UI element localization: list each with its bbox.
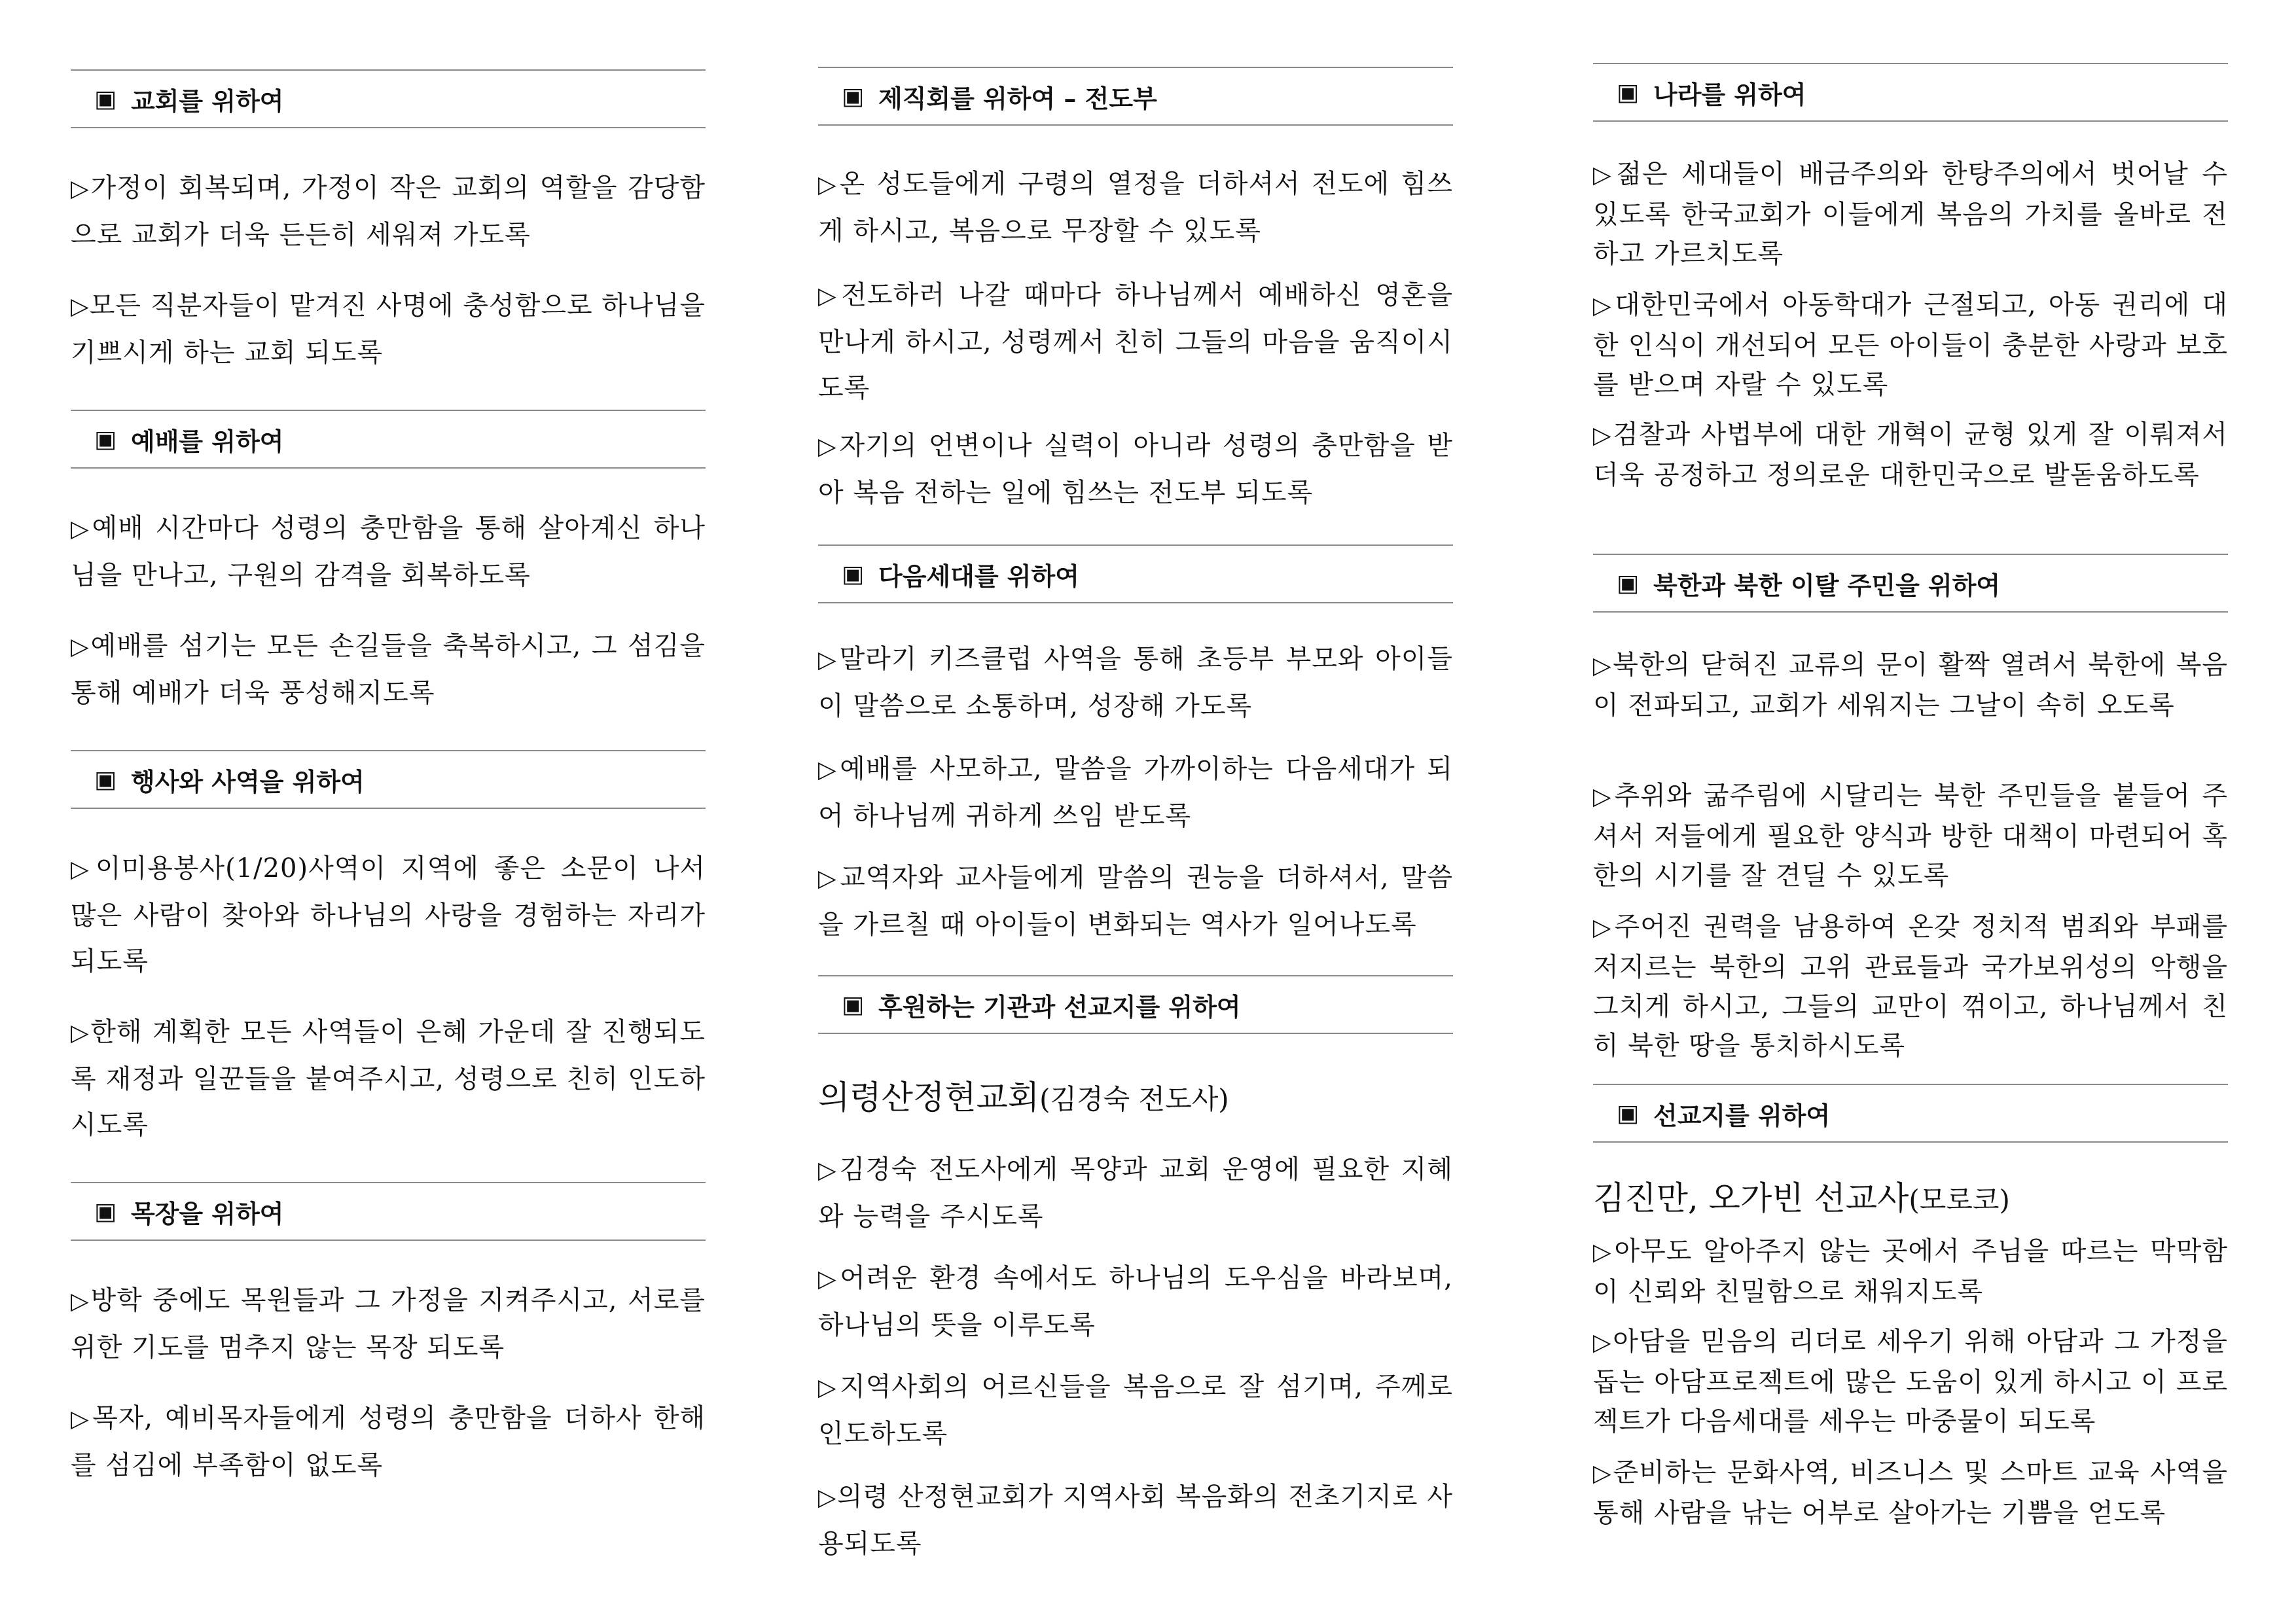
square-bullet-icon: ▣ [842,560,865,588]
prayer-item: ▷어려운 환경 속에서도 하나님의 도우심을 바라보며, 하나님의 뜻을 이루도록 [818,1263,1454,1340]
prayer-item: ▷대한민국에서 아동학대가 근절되고, 아동 권리에 대한 인식이 개선되어 모든 아이들이 충분한 사랑과 보호를 받으며 자랄 수 있도록 [1593,290,2229,400]
prayer-item: ▷북한의 닫혀진 교류의 문이 활짝 열려서 북한에 복음이 전파되고, 교회가 세워지는 그날이 속히 오도록 [1593,650,2228,721]
section-heading-mission-field: ▣ 선교지를 위하여 [1593,1084,2228,1143]
triangle-bullet-icon: ▷ [818,171,840,198]
prayer-item: ▷예배를 섬기는 모든 손길들을 축복하시고, 그 섬김을 통해 예배가 더욱 풍성해지도록 [71,631,706,708]
square-bullet-icon: ▣ [1617,79,1640,106]
section-heading-worship: ▣ 예배를 위하여 [71,410,706,469]
square-bullet-icon: ▣ [1617,569,1640,597]
triangle-bullet-icon: ▷ [71,1288,91,1315]
triangle-bullet-icon: ▷ [818,433,840,460]
prayer-item: ▷주어진 권력을 남용하여 온갖 정치적 범죄와 부패를 저지르는 북한의 고위 관료들과 국가보위성의 악행을 그치게 하시고, 그들의 교만이 꺾이고, 하나님께서 친히 북한 땅을 통치하시도록 [1593,912,2228,1061]
prayer-item: ▷김경숙 전도사에게 목양과 교회 운영에 필요한 지혜와 능력을 주시도록 [818,1154,1453,1232]
prayer-item: ▷추위와 굶주림에 시달리는 북한 주민들을 붙들어 주셔서 저들에게 필요한 양식과 방한 대책이 마련되어 혹한의 시기를 잘 견딜 수 있도록 [1593,781,2228,891]
prayer-item: ▷예배 시간마다 성령의 충만함을 통해 살아계신 하나님을 만나고, 구원의 감격을 회복하도록 [71,513,706,590]
square-bullet-icon: ▣ [842,82,865,110]
triangle-bullet-icon: ▷ [818,757,840,783]
prayer-item: ▷한해 계획한 모든 사역들이 은혜 가운데 잘 진행되도록 재정과 일꾼들을 붙여주시고, 성령으로 친히 인도하시도록 [71,1017,706,1140]
prayer-item: ▷준비하는 문화사역, 비즈니스 및 스마트 교육 사역을 통해 사람을 낚는 어부로 살아가는 기쁨을 얻도록 [1593,1457,2228,1528]
section-heading-north-korea: ▣ 북한과 북한 이탈 주민을 위하여 [1593,554,2228,613]
prayer-item: ▷전도하러 나갈 때마다 하나님께서 예배하신 영혼을 만나게 하시고, 성령께서 친히 그들의 마음을 움직이시도록 [818,280,1454,403]
triangle-bullet-icon: ▷ [818,1157,840,1184]
prayer-item: ▷가정이 회복되며, 가정이 작은 교회의 역할을 감당함으로 교회가 더욱 든든히 세워져 가도록 [71,173,706,250]
triangle-bullet-icon: ▷ [1593,783,1615,810]
triangle-bullet-icon: ▷ [71,293,90,320]
prayer-item: ▷검찰과 사법부에 대한 개혁이 균형 있게 잘 이뤄져서 더욱 공정하고 정의로운 대한민국으로 발돋움하도록 [1593,419,2228,490]
prayer-item: ▷모든 직분자들이 맡겨진 사명에 충성함으로 하나님을 기쁘시게 하는 교회 되도록 [71,291,706,368]
triangle-bullet-icon: ▷ [71,175,91,202]
church-name: 의령산정현교회(김경숙 전도사) [818,1079,1229,1116]
triangle-bullet-icon: ▷ [818,865,840,892]
triangle-bullet-icon: ▷ [1593,652,1613,679]
triangle-bullet-icon: ▷ [71,516,92,543]
prayer-item: ▷목자, 예비목자들에게 성령의 충만함을 더하사 한해를 섬김에 부족함이 없도록 [71,1403,706,1480]
section-heading-sponsored-missions: ▣ 후원하는 기관과 선교지를 위하여 [818,975,1453,1034]
prayer-item: ▷온 성도들에게 구령의 열정을 더하셔서 전도에 힘쓰게 하시고, 복음으로 무장할 수 있도록 [818,169,1453,246]
prayer-item: ▷교역자와 교사들에게 말씀의 권능을 더하셔서, 말씀을 가르칠 때 아이들이 변화되는 역사가 일어나도록 [818,863,1454,940]
prayer-item: ▷아무도 알아주지 않는 곳에서 주님을 따르는 막막함이 신뢰와 친밀함으로 채워지도록 [1593,1236,2228,1307]
prayer-item: ▷자기의 언변이나 실력이 아니라 성령의 충만함을 받아 복음 전하는 일에 힘쓰는 전도부 되도록 [818,431,1453,508]
prayer-item: ▷이미용봉사(1/20)사역이 지역에 좋은 소문이 나서 많은 사람이 찾아와 하나님의 사랑을 경험하는 자리가 되도록 [71,853,706,976]
triangle-bullet-icon: ▷ [818,647,840,673]
section-heading-next-generation: ▣ 다음세대를 위하여 [818,544,1453,603]
triangle-bullet-icon: ▷ [818,1266,840,1293]
triangle-bullet-icon: ▷ [818,1484,837,1511]
section-heading-small-groups: ▣ 목장을 위하여 [71,1182,706,1241]
triangle-bullet-icon: ▷ [1593,1329,1613,1356]
triangle-bullet-icon: ▷ [818,283,842,310]
square-bullet-icon: ▣ [94,766,117,793]
section-heading-evangelism: ▣ 제직회를 위하여 – 전도부 [818,67,1453,126]
prayer-item: ▷아담을 믿음의 리더로 세우기 위해 아담과 그 가정을 돕는 아담프로젝트에 많은 도움이 있게 하시고 이 프로젝트가 다음세대를 세우는 마중물이 되도록 [1593,1327,2228,1436]
triangle-bullet-icon: ▷ [1593,1460,1613,1487]
prayer-item: ▷예배를 사모하고, 말씀을 가까이하는 다음세대가 되어 하나님께 귀하게 쓰임 받도록 [818,754,1454,831]
prayer-item: ▷말라기 키즈클럽 사역을 통해 초등부 부모와 아이들이 말씀으로 소통하며, 성장해 가도록 [818,644,1453,721]
square-bullet-icon: ▣ [94,85,117,113]
triangle-bullet-icon: ▷ [71,1020,91,1046]
triangle-bullet-icon: ▷ [71,1406,93,1433]
prayer-item: ▷젊은 세대들이 배금주의와 한탕주의에서 벗어날 수 있도록 한국교회가 이들에게 복음의 가치를 올바로 전하고 가르치도록 [1593,159,2229,269]
prayer-item: ▷의령 산정현교회가 지역사회 복음화의 전초기지로 사용되도록 [818,1482,1453,1559]
prayer-item: ▷방학 중에도 목원들과 그 가정을 지켜주시고, 서로를 위한 기도를 멈추지 않는 목장 되도록 [71,1285,706,1363]
triangle-bullet-icon: ▷ [818,1374,840,1401]
triangle-bullet-icon: ▷ [1593,422,1613,449]
section-heading-events: ▣ 행사와 사역을 위하여 [71,750,706,809]
square-bullet-icon: ▣ [94,425,117,453]
section-heading-church: ▣ 교회를 위하여 [71,69,706,128]
prayer-item: ▷지역사회의 어르신들을 복음으로 잘 섬기며, 주께로 인도하도록 [818,1372,1454,1449]
square-bullet-icon: ▣ [842,991,865,1018]
triangle-bullet-icon: ▷ [1593,162,1617,188]
section-heading-nation: ▣ 나라를 위하여 [1593,63,2228,122]
triangle-bullet-icon: ▷ [1593,914,1615,941]
triangle-bullet-icon: ▷ [71,856,96,883]
triangle-bullet-icon: ▷ [1593,1239,1615,1266]
square-bullet-icon: ▣ [94,1198,117,1225]
missionary-name: 김진만, 오가빈 선교사(모로코) [1593,1179,2010,1217]
triangle-bullet-icon: ▷ [71,633,91,660]
triangle-bullet-icon: ▷ [1593,293,1615,319]
square-bullet-icon: ▣ [1617,1099,1640,1127]
